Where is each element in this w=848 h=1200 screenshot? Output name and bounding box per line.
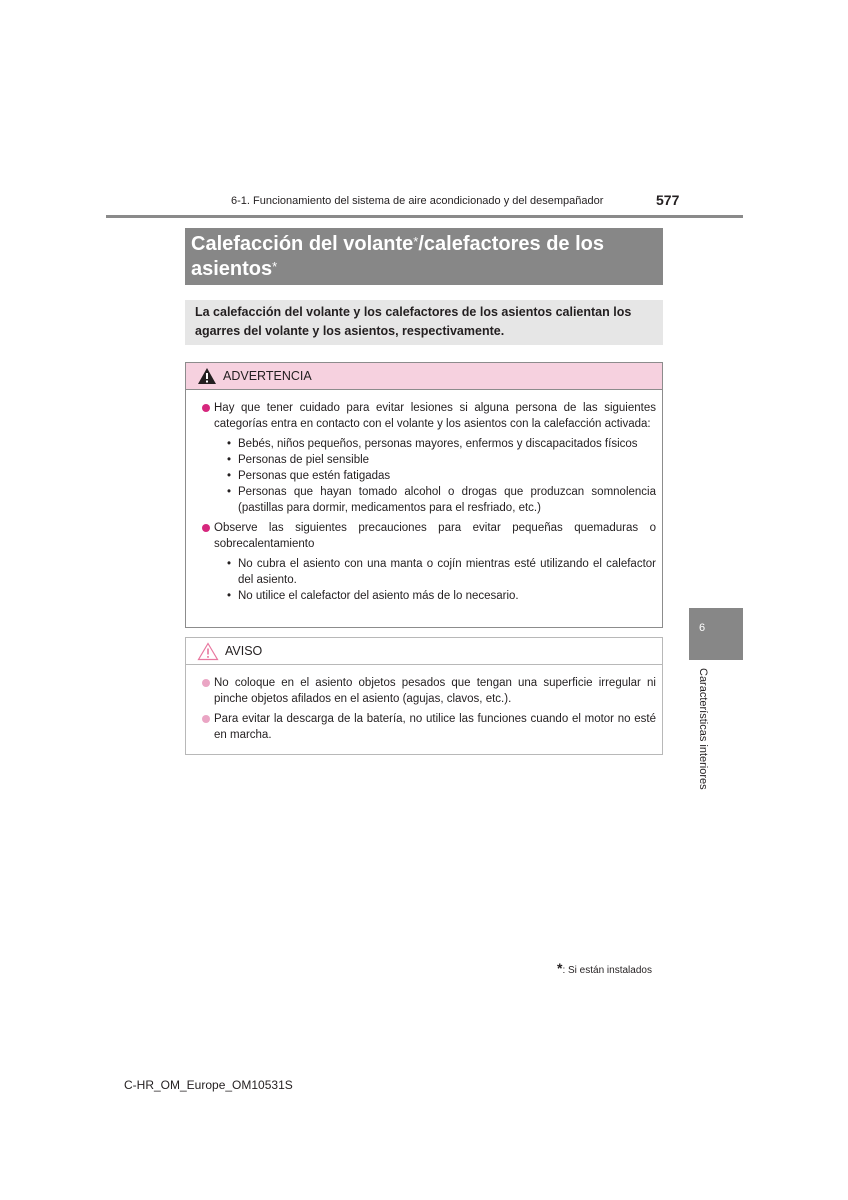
warning-body	[186, 390, 662, 604]
bullet-dot	[202, 404, 210, 412]
caution-header	[186, 638, 662, 665]
page-number: 577	[656, 192, 680, 208]
warning-subitem: • Personas que hayan tomado alcohol o drogas que produzcan somnolencia (pastillas para dormir, medicamentos para el resfriado, etc.)	[226, 484, 656, 516]
section-title	[185, 228, 663, 285]
chapter-number: 6	[699, 622, 706, 634]
caution-box	[185, 637, 663, 755]
caution-item	[202, 675, 656, 707]
warning-box	[185, 362, 663, 628]
header-rule	[106, 215, 743, 218]
warning-item	[202, 520, 656, 604]
warning-subitem: • No utilice el calefactor del asiento más de lo necesario.	[226, 588, 656, 604]
title-part-2: /calefactores de los asientos	[191, 233, 605, 280]
title-part-1: Calefacción del volante	[191, 233, 414, 255]
title-asterisk-2: *	[272, 259, 278, 274]
warning-header	[186, 363, 662, 390]
footnote	[557, 960, 652, 976]
warning-item-text: Observe las siguientes precauciones para evitar pequeñas quemaduras o sobrecalentamiento	[214, 522, 656, 550]
warning-subitem: • Personas que estén fatigadas	[226, 468, 656, 484]
warning-subitem: • No cubra el asiento con una manta o cojín mientras esté utilizando el calefactor del asiento.	[226, 556, 656, 588]
bullet-dot	[202, 524, 210, 532]
warning-label: ADVERTENCIA	[223, 369, 312, 383]
footnote-asterisk: *	[557, 960, 563, 976]
bullet-dot	[202, 679, 210, 687]
caution-triangle-icon	[197, 642, 219, 661]
caution-item	[202, 711, 656, 743]
caution-body	[186, 665, 662, 743]
warning-subitem: • Bebés, niños pequeños, personas mayores, enfermos y discapacitados físicos	[226, 436, 656, 452]
warning-sublist	[226, 556, 656, 604]
warning-triangle-icon	[197, 367, 217, 385]
caution-item-text: Para evitar la descarga de la batería, no utilice las funciones cuando el motor no esté en marcha.	[214, 713, 656, 741]
chapter-tab	[689, 608, 743, 660]
caution-label: AVISO	[225, 644, 263, 658]
chapter-label: Características interiores	[697, 668, 709, 790]
footnote-text: : Si están instalados	[562, 965, 652, 976]
title-asterisk-1: *	[413, 234, 419, 249]
running-header: 6-1. Funcionamiento del sistema de aire acondicionado y del desempañador	[231, 195, 604, 207]
warning-item-text: Hay que tener cuidado para evitar lesiones si alguna persona de las siguientes categorías entra en contacto con el volante y los asientos con la calefacción activada:	[214, 402, 656, 430]
bullet-dot	[202, 715, 210, 723]
document-code: C-HR_OM_Europe_OM10531S	[124, 1078, 293, 1092]
summary-box: La calefacción del volante y los calefactores de los asientos calientan los agarres del volante y los asientos, respectivamente.	[185, 300, 663, 345]
caution-item-text: No coloque en el asiento objetos pesados que tengan una superficie irregular ni pinche objetos afilados en el asiento (agujas, clavos, etc.).	[214, 677, 656, 705]
warning-item	[202, 400, 656, 516]
warning-subitem: • Personas de piel sensible	[226, 452, 656, 468]
warning-sublist	[226, 436, 656, 516]
